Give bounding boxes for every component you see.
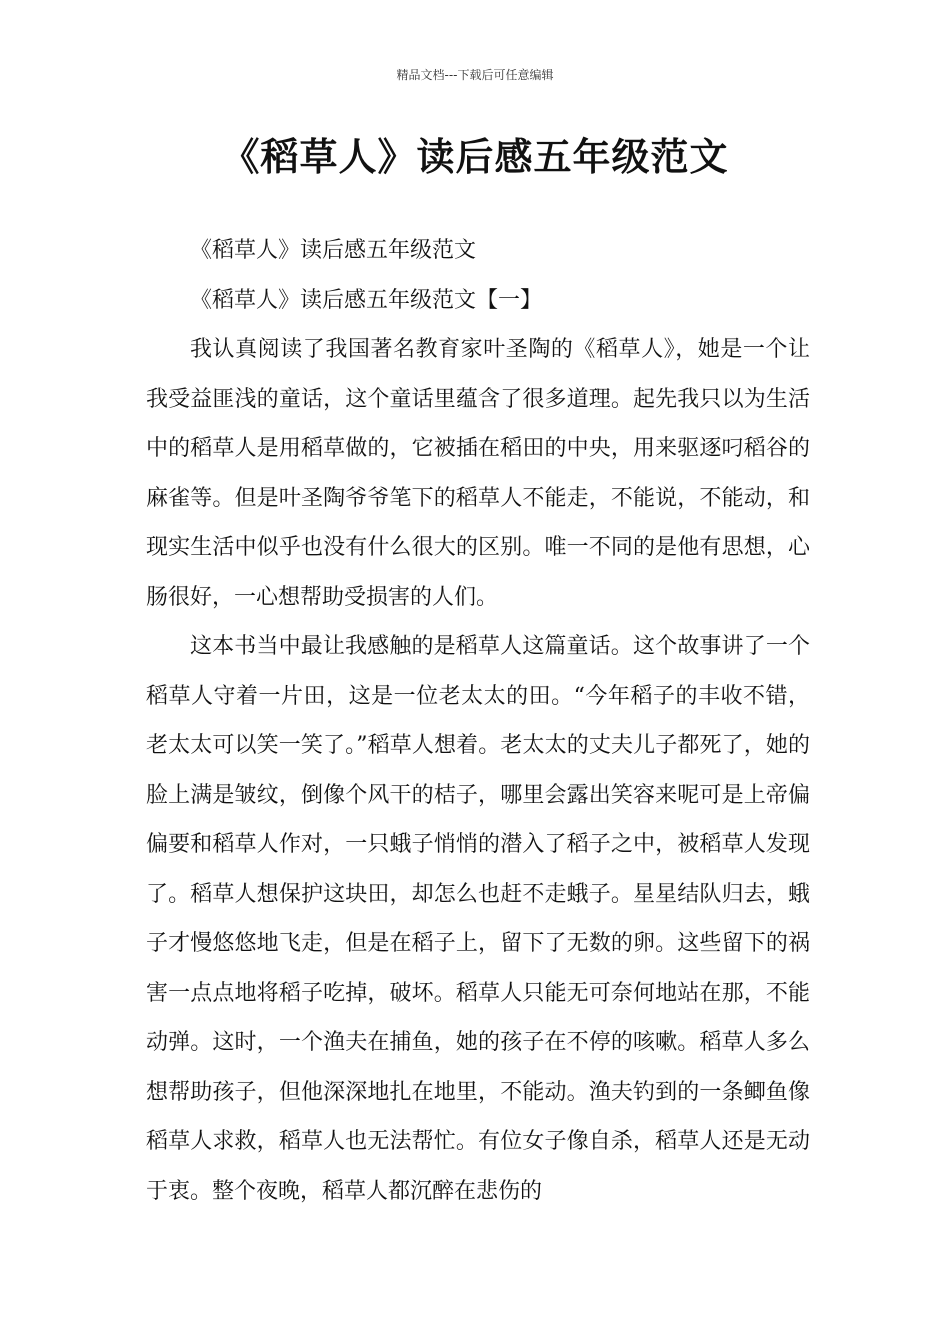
subheading-main: 《稻草人》读后感五年级范文 [190,238,477,263]
paragraph-2: 这本书当中最让我感触的是稻草人这篇童话。这个故事讲了一个稻草人守着一片田，这是一位老太太的田。“今年稻子的丰收不错，老太太可以笑一笑了。”稻草人想着。老太太的丈夫儿子都死了，她的脸上满是皱纹，倒像个风干的桔子，哪里会露出笑容来呢可是上帝偏偏要和稻草人作对，一只蛾子悄悄的潜入了稻子之中，被稻草人发现了。稻草人想保护这块田，却怎么也赶不走蛾子。星星结队归去，蛾子才慢悠悠地飞走，但是在稻子上，留下了无数的卵。这些留下的祸害一点点地将稻子吃掉，破坏。稻草人只能无可奈何地站在那，不能动弹。这时，一个渔夫在捕鱼，她的孩子在不停的咳嗽。稻草人多么想帮助孩子，但他深深地扎在地里，不能动。渔夫钓到的一条鲫鱼像稻草人求救，稻草人也无法帮忙。有位女子像自杀，稻草人还是无动于衷。整个夜晚，稻草人都沉醉在悲伤的 [146,634,810,1204]
header-note: 精品文档---下载后可任意编辑 [396,68,554,82]
document-body [146,226,810,1216]
paragraph-1: 我认真阅读了我国著名教育家叶圣陶的《稻草人》，她是一个让我受益匪浅的童话，这个童话里蕴含了很多道理。起先我只以为生活中的稻草人是用稻草做的，它被插在稻田的中央，用来驱逐叼稻谷的麻雀等。但是叶圣陶爷爷笔下的稻草人不能走，不能说，不能动，和现实生活中似乎也没有什么很大的区别。唯一不同的是他有思想，心肠很好，一心想帮助受损害的人们。 [146,337,810,610]
document-title: 《稻草人》读后感五年级范文 [221,135,729,179]
subheading-part-one: 《稻草人》读后感五年级范文【一】 [190,287,543,313]
